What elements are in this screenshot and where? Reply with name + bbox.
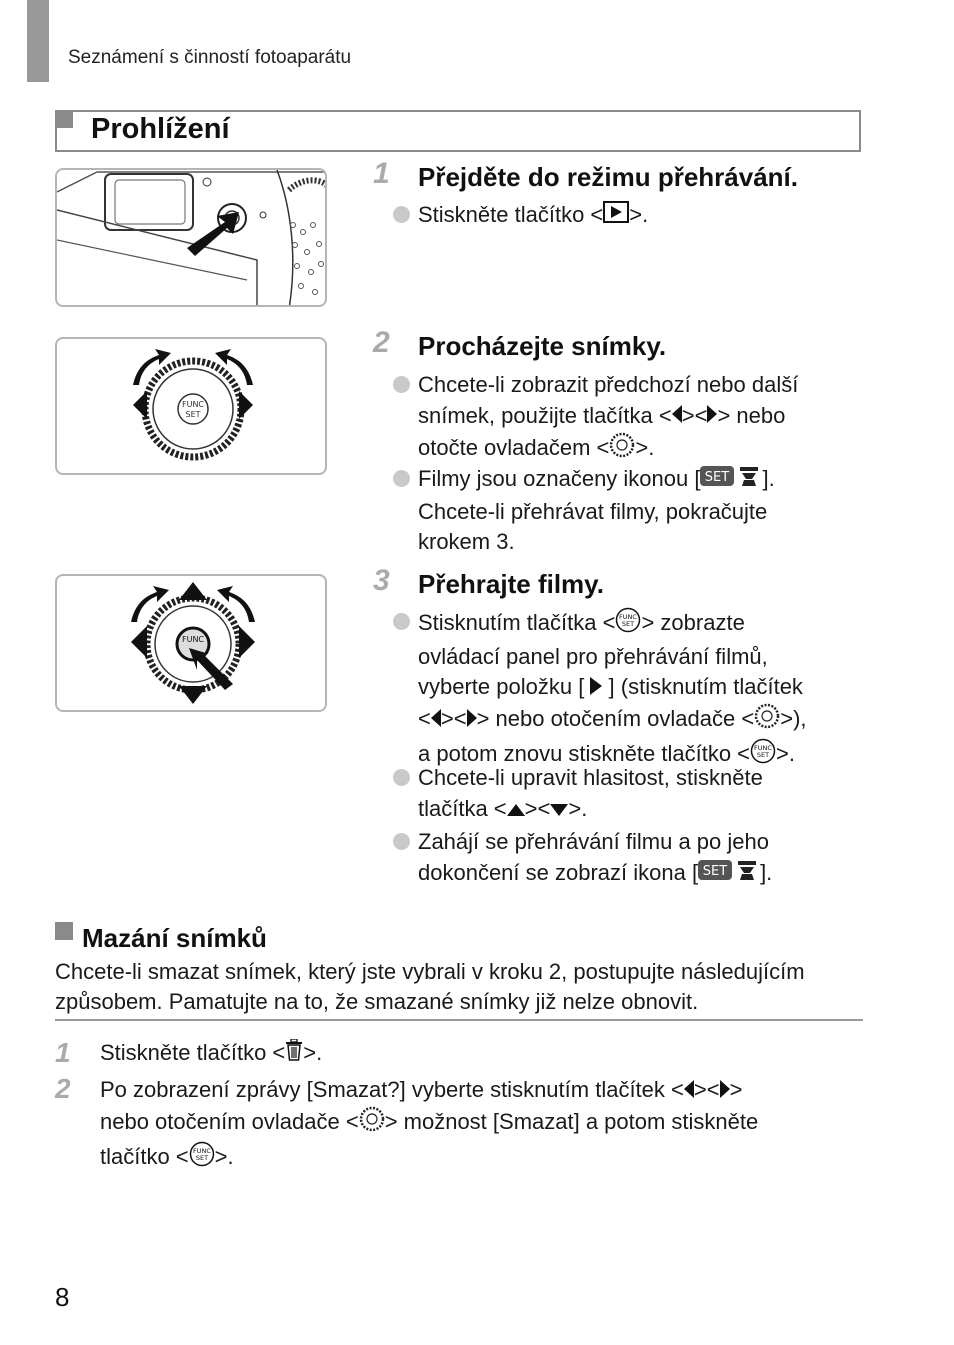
- divider: [55, 1019, 863, 1021]
- text-run: tlačítka <: [418, 795, 507, 821]
- page-tab-marker: [27, 0, 49, 82]
- func-label: FUNC: [181, 400, 205, 409]
- step2-bullet-1: [418, 370, 868, 466]
- camera-back-illustration: [55, 168, 327, 307]
- text-line: krokem 3.: [418, 529, 515, 554]
- running-header: Seznámení s činností fotoaparátu: [68, 47, 352, 68]
- control-dial-icon: [754, 703, 780, 738]
- playback-icon: [603, 201, 629, 232]
- delete-step-number-2: 2: [55, 1073, 71, 1104]
- step-title-1: Přejděte do režimu přehrávání.: [418, 162, 799, 192]
- text-run: >.: [214, 1144, 234, 1169]
- set-movie-icon: [700, 464, 762, 497]
- set-label: SET: [195, 1153, 208, 1162]
- trash-icon: [285, 1039, 303, 1070]
- step-title-3: Přehrajte filmy.: [418, 569, 604, 599]
- text-run: Stiskněte tlačítko <: [418, 202, 604, 227]
- text-run: nebo otočením ovladače <: [100, 1109, 359, 1135]
- text-run: ].: [762, 466, 775, 492]
- set-label: SET: [622, 620, 635, 628]
- text-run: ] (stisknutím tlačítek: [602, 674, 803, 699]
- set-icon-label: SET: [702, 863, 728, 879]
- text-line: [418, 607, 868, 642]
- text-run: dokončení se zobrazí ikona [: [418, 859, 699, 885]
- func-label: FUNC: [192, 1146, 211, 1155]
- text-run: a potom znovu stiskněte tlačítko <: [418, 741, 751, 766]
- text-run: > nebo: [717, 402, 786, 428]
- text-run: snímek, použijte tlačítka <: [418, 402, 672, 428]
- func-set-icon: [615, 607, 641, 642]
- bullet-dot: [393, 470, 410, 487]
- text-line: [418, 401, 868, 432]
- text-run: Stisknutím tlačítka <: [418, 610, 616, 636]
- text-run: Stiskněte tlačítko <: [100, 1040, 286, 1065]
- text-line: [100, 1141, 880, 1176]
- step3-bullet-3: [418, 827, 868, 890]
- text-run: <: [418, 706, 431, 732]
- delete-step-2: [100, 1075, 880, 1175]
- control-dial-icon: [359, 1106, 385, 1141]
- delete-step-number-1: 1: [55, 1037, 71, 1068]
- func-set-icon: [189, 1141, 215, 1176]
- text-run: >.: [303, 1040, 323, 1065]
- left-arrow-icon: [672, 401, 682, 432]
- func-set-dial-illustration: [55, 574, 327, 712]
- text-run: > zobrazte: [641, 610, 745, 636]
- text-run: >.: [568, 795, 588, 821]
- left-arrow-icon: [684, 1076, 694, 1107]
- bullet-dot: [393, 613, 410, 630]
- control-dial-icon: [609, 432, 635, 467]
- text-run: >.: [629, 202, 649, 227]
- text-line: [100, 1106, 880, 1141]
- step1-bullet: [418, 200, 868, 231]
- text-line: Chcete-li upravit hlasitost, stiskněte: [418, 765, 763, 790]
- text-run: Filmy jsou označeny ikonou [: [418, 466, 701, 492]
- text-line: Chcete-li zobrazit předchozí nebo další: [418, 372, 799, 397]
- left-arrow-icon: [431, 705, 441, 736]
- func-label: FUNC: [619, 613, 638, 621]
- subsection-intro: [55, 957, 875, 1017]
- text-line: ovládací panel pro přehrávání filmů,: [418, 643, 768, 669]
- text-line: [418, 794, 868, 825]
- text-line: [418, 432, 868, 467]
- func-label: FUNC: [181, 635, 205, 644]
- text-run: ].: [760, 859, 773, 885]
- text-run: vyberte položku [: [418, 674, 591, 699]
- text-run: >),: [780, 706, 807, 732]
- step-title-2: Procházejte snímky.: [418, 331, 667, 361]
- step-number-1: 1: [373, 157, 390, 190]
- text-line: Chcete-li smazat snímek, který jste vybrali v kroku 2, postupujte následujícím: [55, 959, 805, 984]
- text-line: [100, 1075, 880, 1106]
- subsection-square: [55, 922, 73, 940]
- step2-bullet-2: [418, 464, 868, 558]
- step-number-3: 3: [373, 564, 390, 597]
- text-line: [418, 672, 868, 703]
- right-arrow-icon: [467, 705, 477, 736]
- control-dial-illustration: [55, 337, 327, 475]
- step3-bullet-1: [418, 607, 868, 772]
- text-line: způsobem. Pamatujte na to, že smazané snímky již nelze obnovit.: [55, 989, 699, 1014]
- text-run: Po zobrazení zprávy [Smazat?] vyberte stisknutím tlačítek <: [100, 1077, 684, 1102]
- text-line: [418, 858, 868, 891]
- text-run: >.: [635, 435, 655, 460]
- text-line: Zahájí se přehrávání filmu a po jeho: [418, 829, 769, 854]
- bullet-dot: [393, 833, 410, 850]
- text-run: ><: [440, 706, 467, 732]
- step-number-2: 2: [373, 326, 390, 359]
- set-label: SET: [185, 410, 201, 419]
- text-run: ><: [524, 795, 551, 821]
- step3-bullet-2: [418, 763, 868, 825]
- text-run: > možnost [Smazat] a potom stiskněte: [384, 1109, 759, 1135]
- func-label: FUNC: [754, 743, 772, 752]
- text-line: [418, 464, 868, 497]
- text-run: > nebo otočením ovladače <: [476, 706, 755, 732]
- text-run: ><: [693, 1077, 720, 1102]
- text-run: >: [729, 1077, 743, 1102]
- subsection-title: Mazání snímků: [82, 923, 267, 953]
- text-run: tlačítko <: [100, 1144, 189, 1169]
- bullet-dot: [393, 769, 410, 786]
- text-run: otočte ovladačem <: [418, 435, 610, 460]
- text-line: Chcete-li přehrávat filmy, pokračujte: [418, 498, 768, 524]
- text-line: [418, 703, 868, 738]
- page-number: 8: [55, 1282, 70, 1312]
- section-title: Prohlížení: [91, 113, 230, 145]
- delete-step-1: [100, 1038, 880, 1069]
- right-arrow-icon: [720, 1076, 730, 1107]
- text-run: >.: [776, 741, 795, 766]
- bullet-dot: [393, 376, 410, 393]
- play-triangle-icon: [590, 673, 602, 704]
- set-label: SET: [756, 750, 770, 759]
- set-movie-icon: [698, 858, 760, 891]
- set-icon-label: SET: [705, 470, 730, 485]
- text-run: ><: [681, 402, 708, 428]
- up-arrow-icon: [507, 794, 525, 825]
- section-title-square: [55, 110, 73, 128]
- bullet-dot: [393, 206, 410, 223]
- down-arrow-icon: [550, 794, 568, 825]
- right-arrow-icon: [707, 401, 717, 432]
